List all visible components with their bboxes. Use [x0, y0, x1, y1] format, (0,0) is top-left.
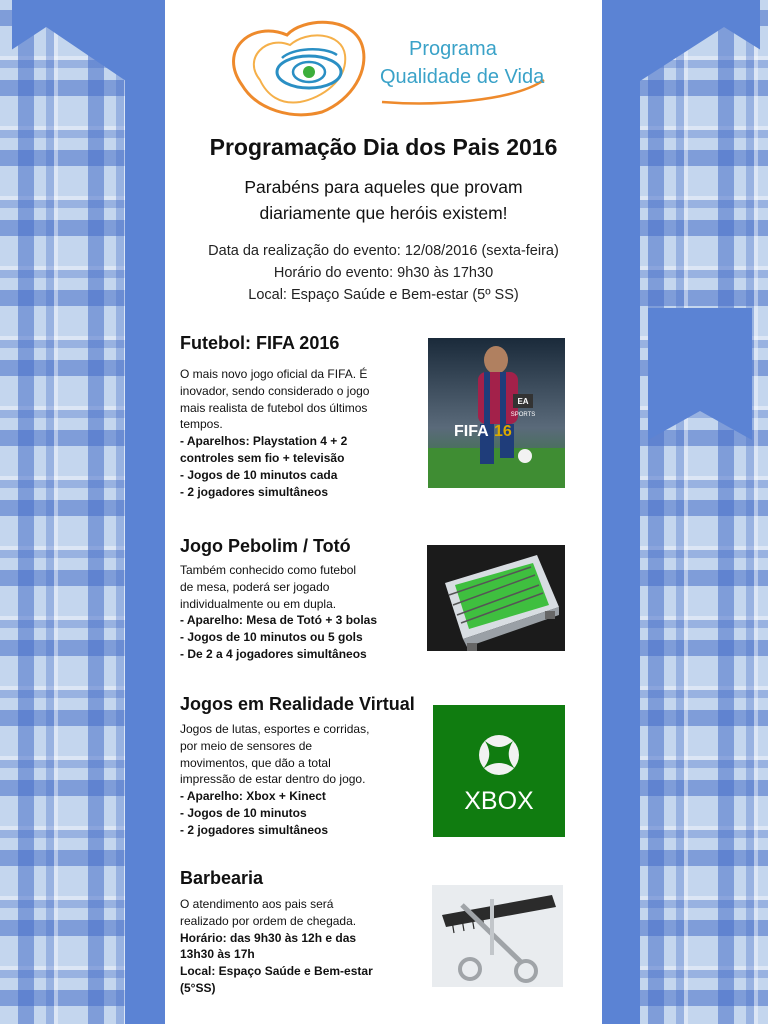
scissors-comb-image: [432, 885, 563, 987]
pebolim-detail: - Jogos de 10 minutos ou 5 gols: [180, 630, 363, 645]
subtitle-line2: diariamente que heróis existem!: [259, 203, 508, 223]
fifa-detail: - 2 jogadores simultâneos: [180, 484, 329, 499]
section-body-barbearia: [180, 896, 373, 997]
vr-line: por meio de sensores de: [180, 738, 313, 753]
event-time: Horário do evento: 9h30 às 17h30: [273, 265, 494, 281]
fifa-line: tempos.: [180, 417, 223, 432]
ribbon-right: [602, 0, 640, 1024]
xbox-text: XBOX: [464, 787, 534, 815]
barbearia-detail: (5°SS): [180, 980, 216, 995]
foosball-table-image: [427, 545, 565, 651]
vr-detail: - 2 jogadores simultâneos: [180, 822, 329, 837]
section-body-fifa: [180, 366, 369, 500]
section-title-vr: Jogos em Realidade Virtual: [180, 694, 415, 714]
fifa-logo-text: FIFA: [454, 423, 489, 440]
logo-text-line2: Qualidade de Vida: [380, 66, 545, 88]
event-info: [165, 240, 602, 306]
fifa-line: O mais novo jogo oficial da FIFA. É: [180, 367, 368, 381]
page-title: Programação Dia dos Pais 2016: [209, 134, 558, 160]
fifa-number-text: 16: [494, 423, 512, 440]
vr-detail: - Aparelho: Xbox + Kinect: [180, 789, 326, 804]
fifa-detail: controles sem fio + televisão: [180, 450, 345, 465]
ea-text: EA: [517, 397, 529, 406]
barbearia-detail: Local: Espaço Saúde e Bem-estar: [180, 964, 373, 979]
barbearia-line: realizado por ordem de chegada.: [180, 913, 357, 928]
event-date: Data da realização do evento: 12/08/2016 (sexta-feira): [208, 243, 559, 259]
ribbon-left: [125, 0, 165, 1024]
subtitle: [165, 174, 602, 226]
vr-line: movimentos, que dão a total: [180, 755, 331, 770]
xbox-logo-image: [433, 705, 565, 837]
pebolim-line: de mesa, poderá ser jogado: [180, 579, 330, 594]
event-place: Local: Espaço Saúde e Bem-estar (5º SS): [248, 287, 519, 303]
vr-line: Jogos de lutas, esportes e corridas,: [180, 722, 370, 736]
pebolim-line: Também conhecido como futebol: [180, 563, 357, 577]
fifa-line: inovador, sendo considerado o jogo: [180, 383, 370, 398]
logo-text-line1: Programa: [409, 38, 497, 60]
barbearia-line: O atendimento aos pais será: [180, 897, 334, 911]
fifa-detail: - Jogos de 10 minutos cada: [180, 467, 338, 482]
barbearia-detail: Horário: das 9h30 às 12h e das: [180, 930, 357, 945]
section-title-fifa: Futebol: FIFA 2016: [180, 333, 340, 353]
barbearia-detail: 13h30 às 17h: [180, 947, 255, 962]
vr-line: impressão de estar dentro do jogo.: [180, 772, 366, 787]
pebolim-detail: - De 2 a 4 jogadores simultâneos: [180, 646, 367, 661]
section-body-pebolim: [180, 562, 377, 663]
fifa-detail: - Aparelhos: Playstation 4 + 2: [180, 434, 348, 449]
fifa-line: mais realista de futebol dos últimos: [180, 400, 368, 415]
vr-detail: - Jogos de 10 minutos: [180, 805, 307, 820]
subtitle-line1: Parabéns para aqueles que provam: [244, 177, 523, 197]
section-body-vr: [180, 721, 369, 839]
pebolim-detail: - Aparelho: Mesa de Totó + 3 bolas: [180, 613, 378, 628]
section-title-pebolim: Jogo Pebolim / Totó: [180, 536, 351, 556]
section-title-barbearia: Barbearia: [180, 868, 264, 888]
sports-text: SPORTS: [510, 412, 536, 418]
pebolim-line: individualmente ou em dupla.: [180, 596, 337, 611]
fifa-cover-image: [428, 338, 565, 488]
